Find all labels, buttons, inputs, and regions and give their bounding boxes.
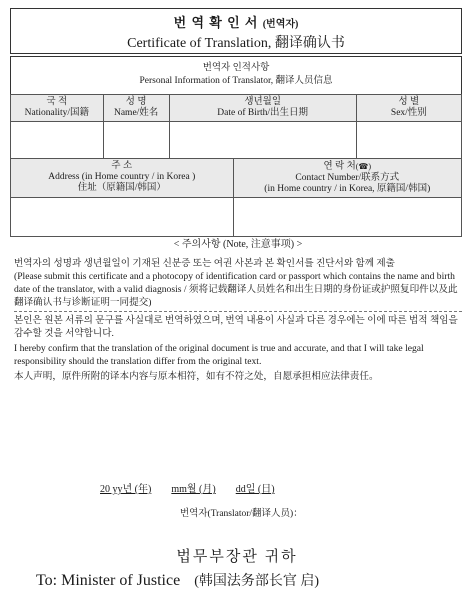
sex-label: [356, 95, 461, 122]
contact-ko-line: [236, 161, 459, 173]
contact-zh: (in Home country / in Korea, 原籍国/韩国): [264, 183, 431, 194]
notes-heading: < 주의사항 (Note, 注意事项) >: [173, 239, 303, 250]
name-en: Name/姓名: [113, 108, 159, 118]
title-ko-text: 번 역 확 인 서: [173, 15, 259, 30]
title-box: [10, 8, 462, 54]
date-month[interactable]: mm월 (月): [171, 484, 216, 495]
contact-en: Contact Number/联系方式: [295, 172, 400, 183]
title-korean: [11, 12, 461, 31]
declaration-chinese: 本人声明，原件所附的译本内容与原本相符，如有不符之处，自愿承担相应法律责任。: [14, 371, 379, 382]
divider: [14, 311, 462, 312]
addressee-chinese: (韩国法务部长官 启): [194, 574, 320, 589]
note-korean: 번역자의 성명과 생년월일이 기재된 신분증 또는 여권 사본과 본 확인서를 진단서와 함께 제출: [14, 258, 395, 269]
declaration-english: I hereby confirm that the translation of the original document is true and accurate, and that I will take legal responsibility should the translation differ from the original text.: [14, 343, 424, 367]
contact-field[interactable]: [233, 197, 461, 236]
contact-ko: 연 락 처: [323, 161, 356, 172]
contact-label: [233, 159, 461, 198]
table-row-labels-2: [11, 159, 462, 198]
addressee-english: To: Minister of Justice: [36, 572, 181, 589]
addressee-korean: 법무부장관 귀하: [176, 549, 298, 565]
nationality-en: Nationality/国籍: [24, 108, 90, 118]
phone-icon: (☎): [355, 162, 372, 171]
address-ko: 주 소: [111, 161, 133, 171]
address-zh: 住址（原籍国/韩国）: [77, 183, 166, 193]
title-ko-paren: (번역자): [262, 19, 299, 30]
personal-info-en-zh: Personal Information of Translator, 翻译人员信息: [139, 76, 333, 86]
date-day[interactable]: dd일 (日): [235, 484, 275, 495]
personal-info-heading: [10, 56, 462, 94]
sex-ko: 성 별: [398, 97, 420, 107]
note-english-chinese: (Please submit this certificate and a photocopy of identification card or passport which contains the name and birth date of the translator, with a valid diagnosis / 须将记载翻译人员姓名和出生日期的身份证或护照复印件以及此翻译确认书与诊断证明一同提交): [14, 271, 458, 308]
table-row-values-1: [11, 122, 462, 159]
sex-en: Sex/性别: [390, 108, 427, 118]
date-line: [100, 480, 360, 495]
nationality-field[interactable]: [11, 122, 104, 159]
nationality-label: [11, 95, 104, 122]
address-en: Address (in Home country / in Korea ): [48, 172, 196, 182]
address-field[interactable]: [11, 197, 234, 236]
dob-label: [169, 95, 356, 122]
dob-en: Date of Birth/出生日期: [217, 108, 309, 118]
title-english-chinese: Certificate of Translation, 翻译确认书: [127, 36, 345, 51]
translator-signature-label: 번역자(Translator/翻译人员)：: [180, 509, 303, 519]
declaration-korean: 본인은 원본 서류의 문구를 사실대로 번역하였으며, 번역 내용이 사실과 다른 경우에는 이에 따른 법적 책임을 감수할 것을 서약합니다.: [14, 315, 458, 339]
table-row-values-2: [11, 197, 462, 236]
name-field[interactable]: [103, 122, 169, 159]
name-ko: 성 명: [125, 97, 147, 107]
personal-info-ko: 번역자 인적사항: [202, 63, 270, 73]
notes-section: [14, 238, 462, 383]
sex-field[interactable]: [356, 122, 461, 159]
nationality-ko: 국 적: [46, 97, 68, 107]
address-label: [11, 159, 234, 198]
dob-field[interactable]: [169, 122, 356, 159]
addressee-line: [36, 570, 319, 590]
translator-info-table: [10, 94, 462, 237]
name-label: [103, 95, 169, 122]
table-row-labels-1: [11, 95, 462, 122]
dob-ko: 생년월일: [244, 97, 282, 107]
date-year[interactable]: 20 yy년 (年): [100, 484, 152, 495]
